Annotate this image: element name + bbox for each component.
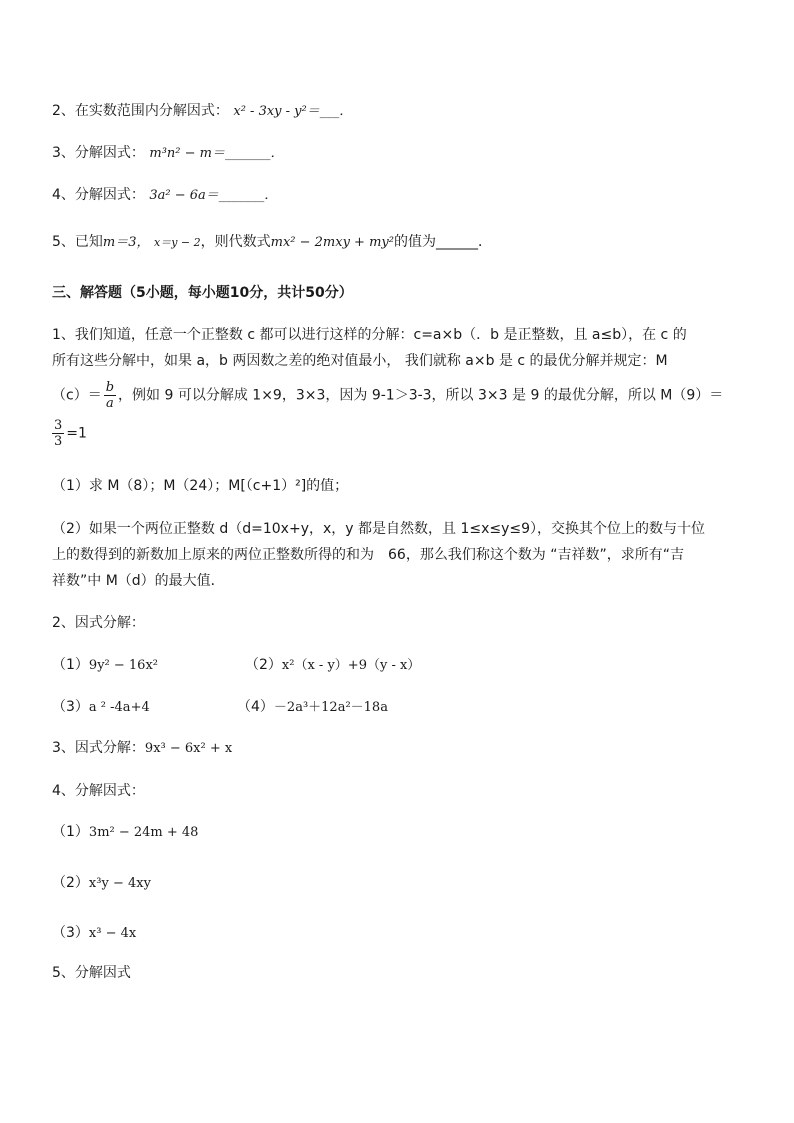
math-expression: m＝3， — [102, 235, 150, 250]
question-5-fill — [52, 232, 492, 253]
part-label: （4） — [237, 699, 274, 715]
q2-part-2 — [245, 655, 420, 676]
question-text: 在实数范围内分解因式： — [74, 103, 229, 119]
q1-part-2-line-3: 祥数”中 M（d）的最大值． — [52, 573, 225, 589]
question-text: 分解因式： — [74, 145, 145, 161]
q1-line-3-suffix: ，例如 9 可以分解成 1×9，3×3，因为 9-1＞3-3，所以 3×3 是 9 的最优分解，所以 M（9）＝ — [118, 387, 724, 404]
math-expression: mx² − 2mxy + my² — [270, 235, 394, 250]
math-expression: x＝y − 2 — [153, 236, 201, 249]
part-label: （3） — [52, 699, 89, 715]
math-expression: x²（x - y）+9（y - x） — [281, 658, 421, 673]
q4-part-1 — [52, 822, 198, 843]
question-2-fill — [52, 101, 352, 122]
math-expression: x³y − 4xy — [88, 876, 151, 891]
q4-title: 4、分解因式： — [52, 783, 145, 799]
q1-part-2-line-2: 上的数得到的新数加上原来的两位正整数所得的和为 66，那么我们称这个数为 “吉祥数”，求所有“吉 — [52, 547, 685, 563]
q3-title: 3、因式分解： — [52, 740, 145, 756]
fraction-denominator: a — [105, 396, 114, 411]
fraction-b-over-a — [104, 380, 116, 411]
q5-title: 5、分解因式 — [52, 965, 131, 981]
part-label: （2） — [245, 657, 282, 673]
fraction-numerator: 3 — [54, 418, 63, 433]
q2-title: 2、因式分解： — [52, 615, 145, 631]
q4-part-2 — [52, 873, 151, 894]
fraction-3-over-3 — [52, 418, 64, 449]
question-text: 的值为______． — [393, 234, 492, 250]
question-3-fill — [52, 143, 283, 164]
question-text: 分解因式： — [74, 187, 145, 203]
q1-line-2: 所有这些分解中，如果 a，b 两因数之差的绝对值最小， 我们就称 a×b 是 c 的最优分解并规定：M — [52, 353, 668, 369]
q3 — [52, 738, 232, 759]
question-number: 5、 — [52, 234, 75, 250]
math-expression: 3a² − 6a＝_______． — [149, 188, 278, 203]
math-expression: x³ − 4x — [88, 926, 137, 941]
q2-parts-row-1 — [52, 655, 158, 676]
q1-line-1: 1、我们知道，任意一个正整数 c 都可以进行这样的分解：c=a×b（．b 是正整数，且 a≤b），在 c 的 — [52, 327, 687, 343]
math-expression: x² - 3xy - y²＝___． — [233, 104, 353, 119]
question-text: 已知 — [74, 234, 103, 250]
q1-line-3 — [52, 380, 723, 411]
part-label: （2） — [52, 875, 89, 891]
q2-part-4 — [237, 697, 388, 718]
math-expression: m³n² − m＝_______． — [149, 146, 284, 161]
math-expression: 9x³ − 6x² + x — [144, 741, 233, 756]
part-label: （1） — [52, 824, 89, 840]
part-label: （1） — [52, 657, 89, 673]
question-number: 4、 — [52, 187, 75, 203]
question-number: 3、 — [52, 145, 75, 161]
q1-line-4 — [52, 418, 87, 449]
question-text: ，则代数式 — [200, 234, 271, 250]
q1-line-4-suffix: =1 — [66, 425, 87, 442]
part-label: （3） — [52, 925, 89, 941]
section-title: 三、解答题（5小题，每小题10分，共计50分） — [52, 285, 353, 301]
fraction-numerator: b — [105, 380, 115, 395]
q1-part-2-line-1: （2）如果一个两位正整数 d（d=10x+y，x，y 都是自然数，且 1≤x≤y≤9），交换其个位上的数与十位 — [52, 521, 706, 537]
question-4-fill — [52, 185, 277, 206]
q2-part-3 — [52, 697, 150, 718]
math-expression: 9y² − 16x² — [88, 658, 158, 673]
fraction-denominator: 3 — [54, 434, 63, 449]
q1-part-1: （1）求 M（8）；M（24）；M[（c+1）²]的值； — [52, 478, 349, 494]
q1-line-3-prefix: （c）＝ — [52, 387, 102, 404]
math-expression: 3m² − 24m + 48 — [88, 825, 199, 840]
math-expression: a ² -4a+4 — [88, 700, 150, 715]
math-expression: －2a³＋12a²－18a — [273, 700, 388, 715]
q4-part-3 — [52, 923, 136, 944]
question-number: 2、 — [52, 103, 75, 119]
